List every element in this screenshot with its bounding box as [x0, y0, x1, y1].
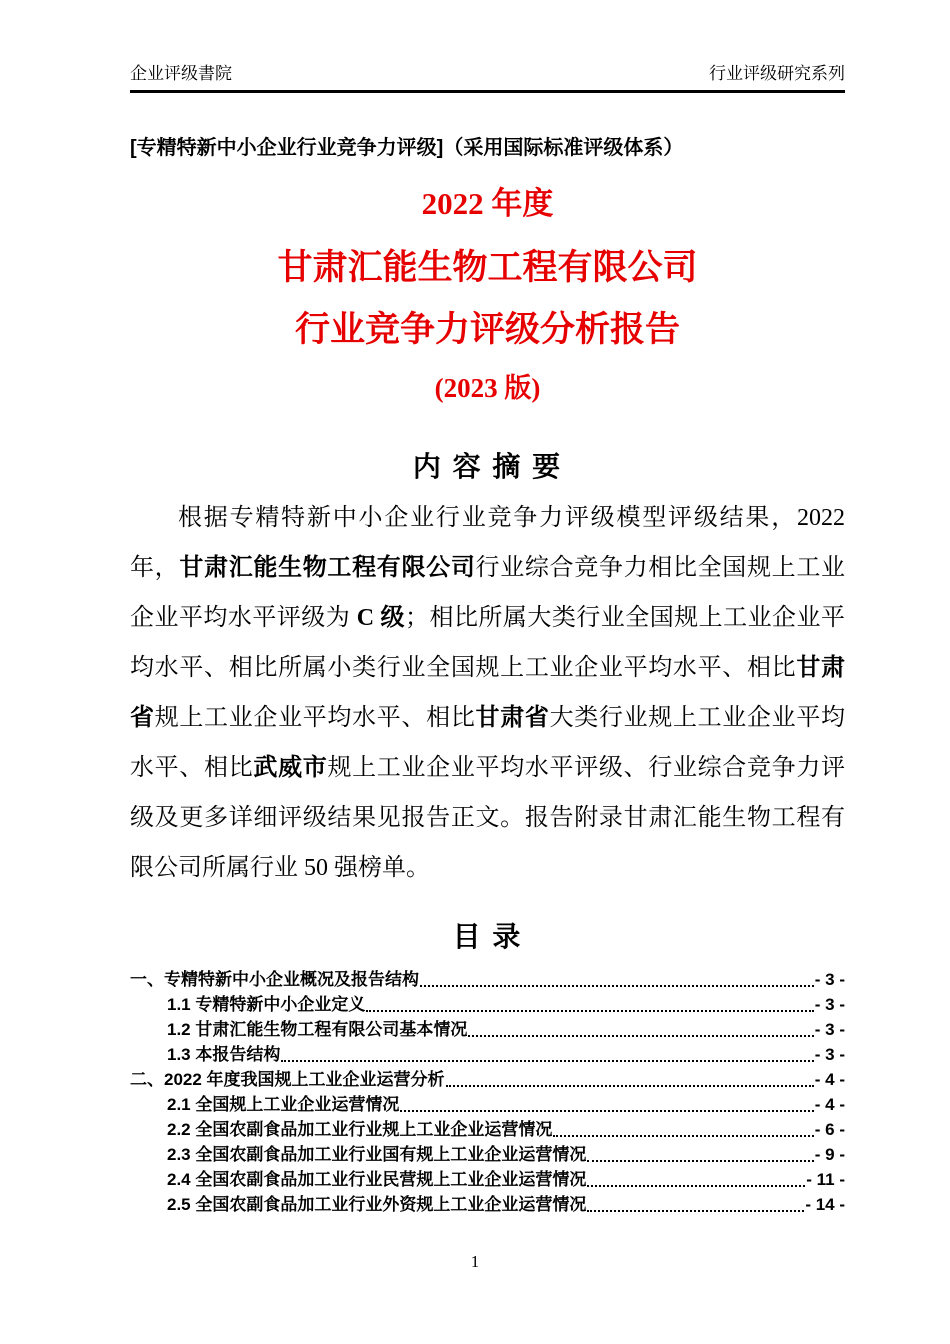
toc-entry-label: 2.5 全国农副食品加工业行业外资规上工业企业运营情况 — [167, 1195, 587, 1214]
toc-entry-label: 2.2 全国农副食品加工业行业规上工业企业运营情况 — [167, 1120, 553, 1139]
toc-leader-dots — [553, 1135, 813, 1137]
summary-text: ；相比所属大类行业全国规上工业企业平均水平、相比所属小类行业全国规上工业企业平均水平、相比 — [130, 605, 846, 681]
page-number: 1 — [470, 1252, 480, 1271]
toc-entry-label: 1.3 本报告结构 — [167, 1045, 281, 1064]
toc-entry[interactable] — [130, 1167, 845, 1192]
header-left-text: 企业评级書院 — [130, 64, 232, 83]
toc-entry-page: - 3 - — [814, 1045, 845, 1064]
summary-emphasis-text: 甘肃汇能生物工程有限公司 — [179, 555, 476, 581]
summary-emphasis-text: 甘肃省 — [475, 705, 550, 731]
toc-entry[interactable] — [130, 1042, 845, 1067]
toc-entry[interactable] — [130, 1142, 845, 1167]
page-header — [130, 0, 845, 93]
toc-heading: 目 录 — [452, 921, 523, 952]
toc-leader-dots — [587, 1185, 805, 1187]
toc-entry-page: - 14 - — [805, 1195, 845, 1214]
toc-entry-page: - 3 - — [814, 970, 845, 989]
toc-entry-label: 2.4 全国农副食品加工业行业民营规上工业企业运营情况 — [167, 1170, 587, 1189]
toc-entry-page: - 3 - — [814, 1020, 845, 1039]
toc-leader-dots — [446, 1085, 814, 1087]
toc-entry[interactable] — [130, 1117, 845, 1142]
title-edition: (2023 版) — [434, 373, 541, 403]
summary-text: 行业综合竞争力相比全国规上工业企业平均水平评级为 — [130, 555, 846, 631]
title-report-name: 行业竞争力评级分析报告 — [294, 310, 680, 349]
toc-entry-page: - 3 - — [814, 995, 845, 1014]
toc-entry[interactable] — [130, 1192, 845, 1217]
toc-leader-dots — [281, 1060, 813, 1062]
toc-entry[interactable] — [130, 967, 845, 992]
title-company-name: 甘肃汇能生物工程有限公司 — [277, 248, 698, 287]
toc-entry-page: - 11 - — [806, 1170, 845, 1189]
toc-leader-dots — [587, 1160, 813, 1162]
toc-entry-page: - 4 - — [814, 1095, 845, 1114]
summary-emphasis-text: C 级 — [356, 605, 405, 631]
toc-entry-label: 二、2022 年度我国规上工业企业运营分析 — [130, 1070, 445, 1089]
summary-heading: 内 容 摘 要 — [412, 451, 563, 482]
toc-leader-dots — [400, 1110, 813, 1112]
toc-leader-dots — [587, 1210, 804, 1212]
toc-entry-label: 1.2 甘肃汇能生物工程有限公司基本情况 — [167, 1020, 468, 1039]
toc-entry-label: 2.3 全国农副食品加工业行业国有规上工业企业运营情况 — [167, 1145, 587, 1164]
rating-system-line: [专精特新中小企业行业竞争力评级]（采用国际标准评级体系） — [130, 137, 684, 159]
summary-emphasis-text: 武威市 — [253, 755, 328, 781]
toc-leader-dots — [366, 1010, 813, 1012]
toc-entry-page: - 9 - — [814, 1145, 845, 1164]
header-right-text: 行业评级研究系列 — [709, 64, 845, 83]
toc-entry[interactable] — [130, 992, 845, 1017]
toc-entry[interactable] — [130, 1017, 845, 1042]
toc-leader-dots — [468, 1035, 813, 1037]
summary-text: 规上工业企业平均水平评级、行业综合竞争力评级及更多详细评级结果见报告正文。报告附录甘肃汇能生物工程有限公司所属行业 50 强榜单。 — [130, 755, 846, 881]
summary-text: 大类行业规上工业企业平均水平、相比 — [130, 705, 846, 781]
title-year: 2022 年度 — [421, 186, 554, 221]
toc-entry-page: - 6 - — [814, 1120, 845, 1139]
summary-text: 根据专精特新中小企业行业竞争力评级模型评级结果，2022 年， — [130, 505, 845, 581]
summary-paragraph — [130, 493, 845, 893]
toc-entry-label: 1.1 专精特新中小企业定义 — [167, 995, 366, 1014]
summary-text: 规上工业企业平均水平、相比 — [154, 705, 476, 731]
toc-list — [130, 967, 845, 1217]
toc-entry-page: - 4 - — [814, 1070, 845, 1089]
toc-entry[interactable] — [130, 1092, 845, 1117]
summary-emphasis-text: 甘肃省 — [130, 655, 846, 731]
toc-entry-label: 2.1 全国规上工业企业运营情况 — [167, 1095, 400, 1114]
toc-entry[interactable] — [130, 1067, 845, 1092]
toc-entry-label: 一、专精特新中小企业概况及报告结构 — [130, 970, 419, 989]
toc-leader-dots — [420, 985, 814, 987]
